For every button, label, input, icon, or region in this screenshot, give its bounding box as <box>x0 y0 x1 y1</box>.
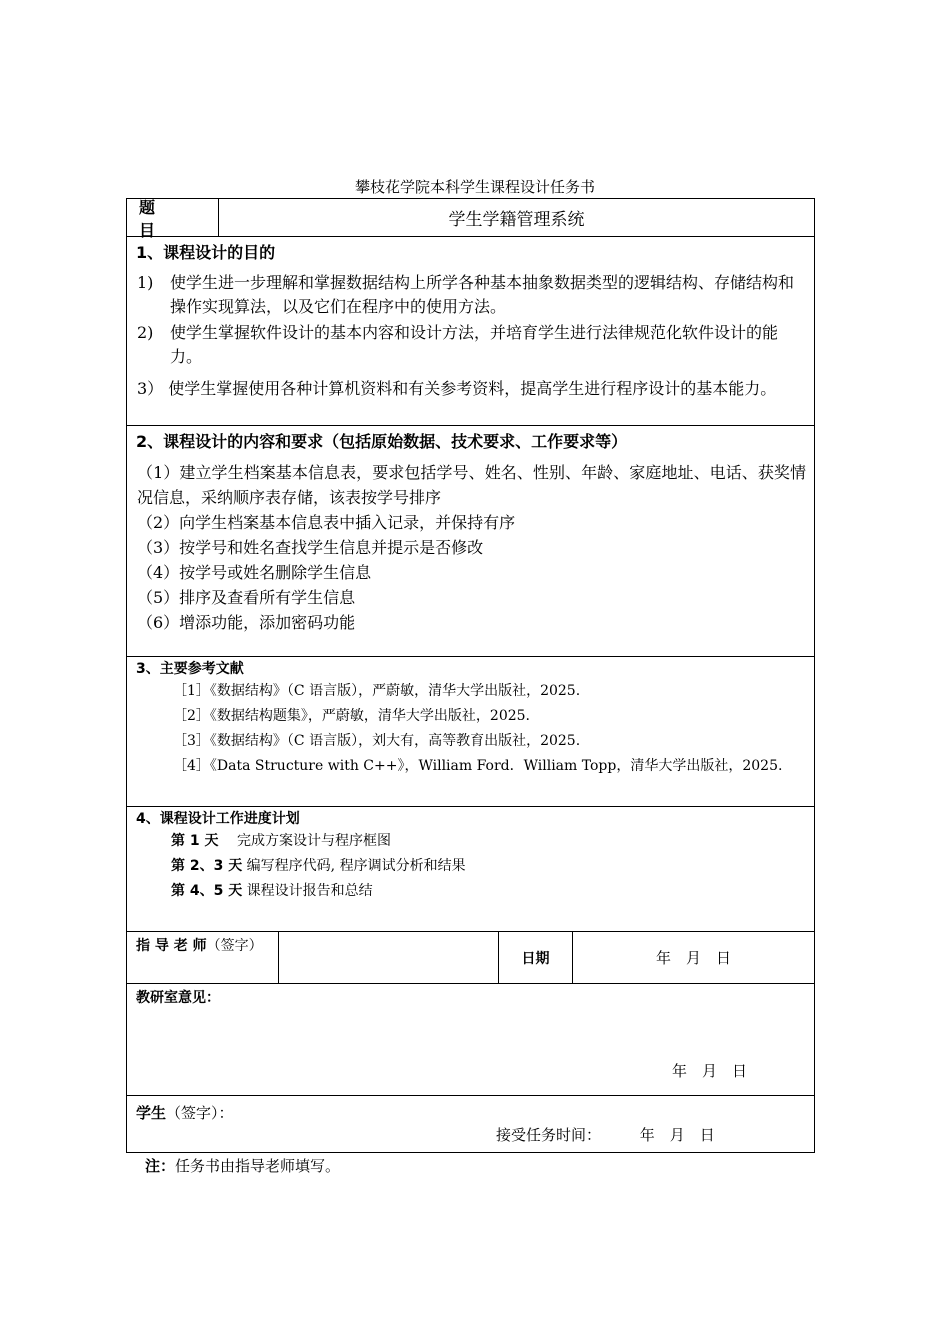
content-item: （5）排序及查看所有学生信息 <box>137 588 356 607</box>
department-opinion-label: 教研室意见： <box>136 990 220 1006</box>
accept-time <box>496 1124 715 1145</box>
content-item: （3）按学号和姓名查找学生信息并提示是否修改 <box>137 538 484 557</box>
task-table <box>126 198 815 1153</box>
teacher-label-cell <box>127 932 279 983</box>
plan-item: 第 1 天 完成方案设计与程序框图 <box>171 833 391 849</box>
reference-item: ［2］《数据结构题集》，严蔚敏，清华大学出版社，2025. <box>173 708 530 724</box>
department-date: 年 月 日 <box>672 1062 748 1080</box>
purpose-item: 2) 使学生掌握软件设计的基本内容和设计方法，并培育学生进行法律规范化软件设计的能力。 <box>137 323 779 366</box>
content-section <box>127 426 814 657</box>
accept-time-date: 年 月 日 <box>639 1126 715 1144</box>
student-label: 学生 <box>136 1104 167 1122</box>
content-item: （4）按学号或姓名删除学生信息 <box>137 563 372 582</box>
student-sign-note: （签字）： <box>166 1104 234 1122</box>
reference-item: ［1］《数据结构》（C 语言版），严蔚敏，清华大学出版社，2025. <box>173 683 581 699</box>
content-item: （1）建立学生档案基本信息表，要求包括学号、姓名、性别、年龄、家庭地址、电话、获奖情况信息，采纳顺序表存储，该表按学号排序 <box>137 463 806 507</box>
teacher-signature-field[interactable] <box>279 932 499 983</box>
date-value: 年 月 日 <box>655 949 731 967</box>
document-title: 攀枝花学院本科学生课程设计任务书 <box>354 178 595 196</box>
date-label: 日期 <box>499 932 573 983</box>
footnote-text: 任务书由指导老师填写。 <box>175 1157 341 1175</box>
topic-value: 学生学籍管理系统 <box>448 210 585 230</box>
content-heading: 2、课程设计的内容和要求（包括原始数据、技术要求、工作要求等） <box>136 432 628 451</box>
references-section <box>127 657 814 807</box>
student-section <box>127 1096 814 1152</box>
purpose-item: 3） 使学生掌握使用各种计算机资料和有关参考资料，提高学生进行程序设计的基本能力。 <box>137 379 777 398</box>
footnote <box>145 1155 340 1176</box>
accept-time-label: 接受任务时间： <box>496 1126 602 1144</box>
purpose-item: 1) 使学生进一步理解和掌握数据结构上所学各种基本抽象数据类型的逻辑结构、存储结构和操作实现算法，以及它们在程序中的使用方法。 <box>137 273 795 316</box>
purpose-section <box>127 237 814 426</box>
reference-item: ［4］《Data Structure with C++》，William Ford．William Topp，清华大学出版社，2025. <box>173 758 783 774</box>
content-item: （6）增添功能，添加密码功能 <box>137 613 356 632</box>
reference-item: ［3］《数据结构》（C 语言版），刘大有，高等教育出版社，2025. <box>173 733 581 749</box>
plan-item: 第 2、3 天 编写程序代码, 程序调试分析和结果 <box>171 858 466 874</box>
teacher-signature-row <box>127 932 814 984</box>
references-heading: 3、主要参考文献 <box>136 661 244 677</box>
teacher-sign-note: （签字） <box>206 938 263 954</box>
content-item: （2）向学生档案基本信息表中插入记录，并保持有序 <box>137 513 516 532</box>
topic-label: 题 目 <box>127 199 219 236</box>
footnote-label: 注： <box>145 1157 176 1175</box>
plan-item: 第 4、5 天 课程设计报告和总结 <box>171 883 373 899</box>
department-opinion-section <box>127 984 814 1096</box>
plan-section <box>127 807 814 932</box>
topic-row <box>127 197 814 240</box>
teacher-label: 指 导 老 师 <box>136 938 207 954</box>
purpose-heading: 1、课程设计的目的 <box>136 243 276 262</box>
plan-heading: 4、课程设计工作进度计划 <box>136 811 300 827</box>
